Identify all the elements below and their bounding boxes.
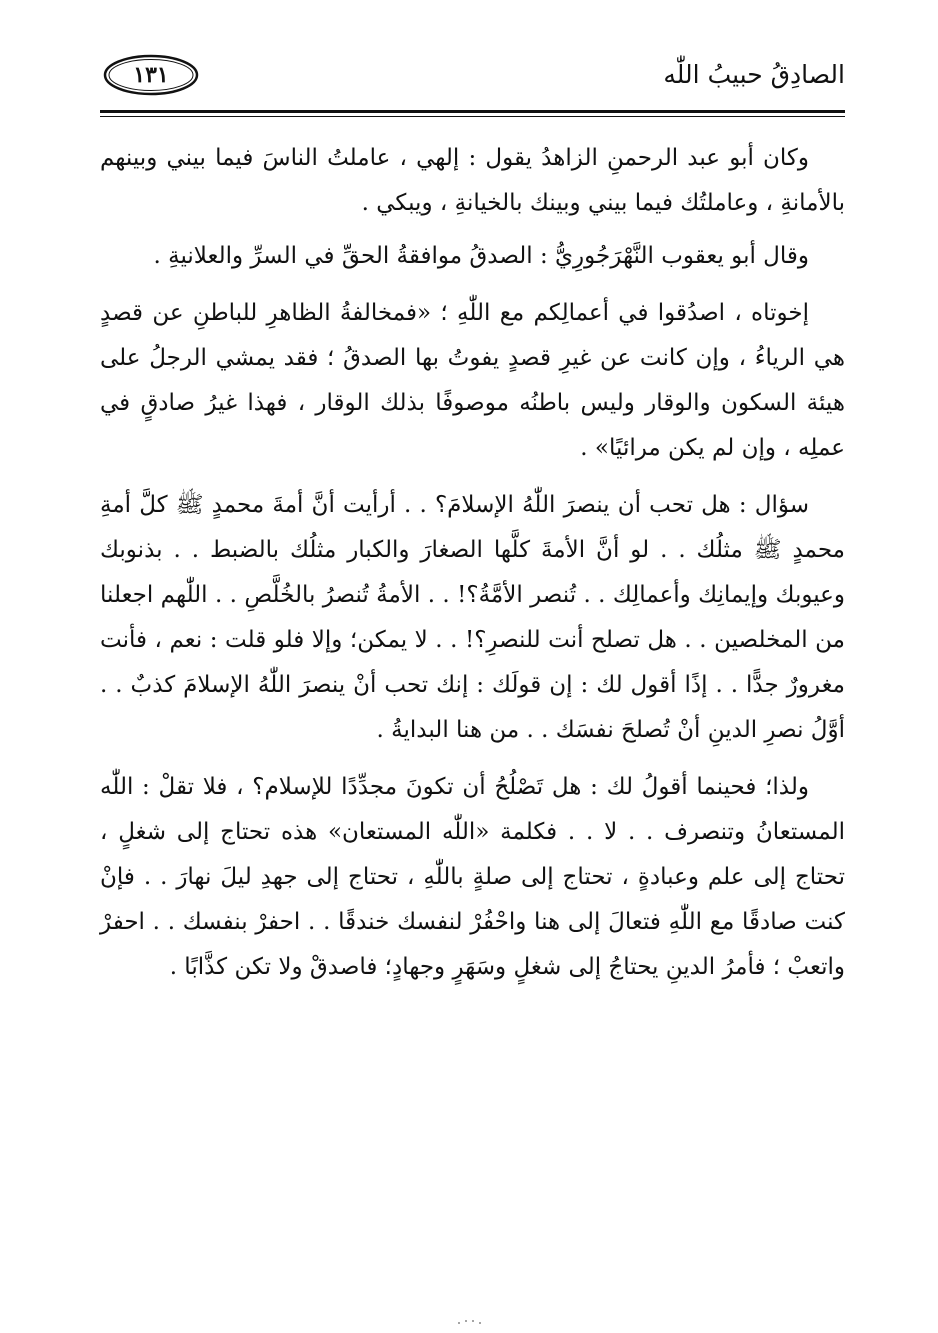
paragraph-3: إخوتاه ، اصدُقوا في أعمالِكم مع اللّٰهِ ؛ «فمخالفةُ الظاهرِ للباطنِ عن قصدٍ هي الرياءُ ، وإن كانت عن غيرِ قصدٍ يفوتُ بها الصدقُ ؛ فقد يمشي الرجلُ على هيئة السكون والوقار وليس باطنُه موصوفًا بذلك الوقار ، فهذا غيرُ صادقٍ في عملِه ، وإن لم يكن مرائيًا» .: [100, 300, 845, 461]
header-rule-thin: [100, 116, 845, 117]
paragraph-2: وقال أبو يعقوب النَّهْرَجُورِيُّ : الصدقُ موافقةُ الحقِّ في السرِّ والعلانيةِ .: [153, 243, 809, 269]
header-rule-thick: [100, 110, 845, 113]
page-number-badge: [102, 52, 200, 98]
paragraph-1: وكان أبو عبد الرحمنِ الزاهدُ يقول : إلهي ، عاملتُ الناسَ فيما بيني وبينهم بالأمانةِ ، وعاملتُك فيما بيني وبينك بالخيانةِ ، ويبكي .: [100, 145, 845, 216]
paragraph-4: سؤال : هل تحب أن ينصرَ اللّٰهُ الإسلامَ؟ . . أرأيت أنَّ أمةَ محمدٍ ﷺ كلَّ أمةِ محمدٍ ﷺ مثلُك . . لو أنَّ الأمةَ كلَّها الصغارَ والكبار مثلُك بالضبط . . بذنوبك وعيوبك وإيمانِك وأعمالِك . . تُنصر الأمَّةُ؟! . . الأمةُ تُنصرُ بالخُلَّصِ . . اللّٰهم اجعلنا من المخلصين . . هل تصلح أنت للنصرِ؟! . . لا يمكن؛ وإلا فلو قلت : نعم ، فأنت مغرورٌ جدًّا . . إذًا أقول لك : إن قولَك : إنك تحب أنْ ينصرَ اللّٰهُ الإسلامَ كذبٌ . . أوَّلُ نصرِ الدينِ أنْ تُصلحَ نفسَك . . من هنا البدايةُ .: [100, 492, 845, 743]
body-text: [100, 136, 845, 990]
running-title: الصادِقُ حبيبُ اللّٰه: [663, 60, 845, 89]
paragraph-5: ولذا؛ فحينما أقولُ لك : هل تَصْلُحُ أن تكونَ مجدِّدًا للإسلام؟ ، فلا تقلْ : اللّٰه المستعانُ وتنصرف . . لا . . فكلمة «اللّٰه المستعان» هذه تحتاج إلى شغلٍ ، تحتاج إلى علم وعبادةٍ ، تحتاج إلى صلةٍ باللّٰهِ ، تحتاج إلى جهدِ ليلَ نهارَ . . فإنْ كنت صادقًا مع اللّٰهِ فتعالَ إلى هنا واحْفُرْ لنفسك خندقًا . . احفرْ بنفسك . . احفرْ واتعبْ ؛ فأمرُ الدينِ يحتاجُ إلى شغلٍ وسَهَرٍ وجهادٍ؛ فاصدقْ ولا تكن كذَّابًا .: [100, 774, 845, 980]
footer-ornament-icon: [454, 1318, 484, 1326]
page-header: [100, 50, 845, 112]
page-number: ١٣١: [133, 62, 169, 88]
